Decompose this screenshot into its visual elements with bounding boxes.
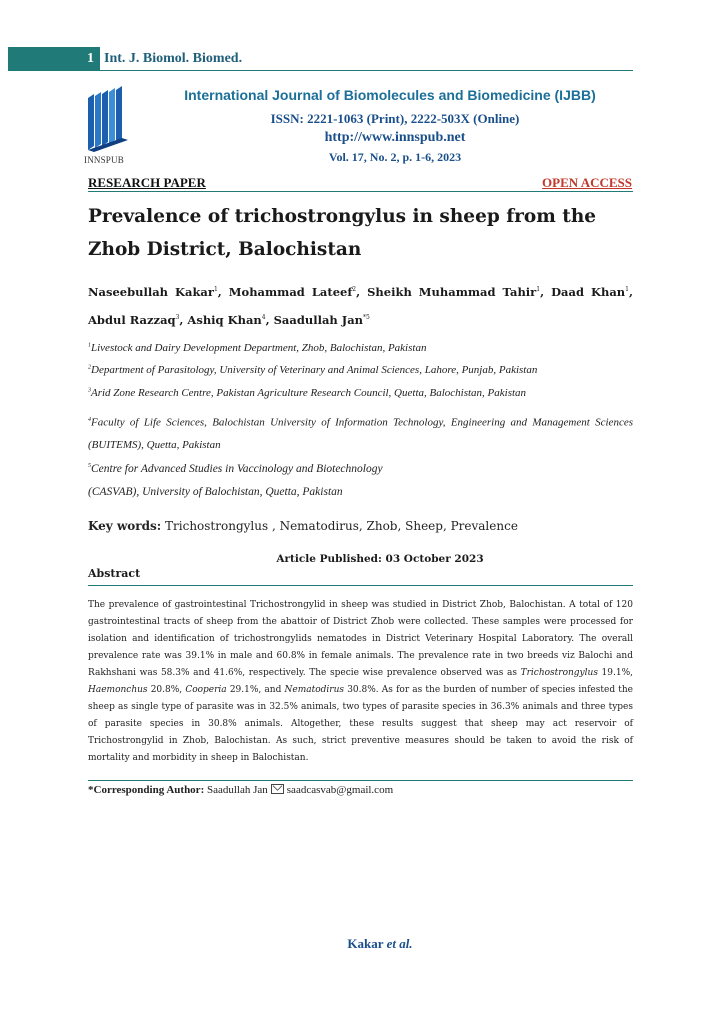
abstract-heading: Abstract xyxy=(88,567,141,580)
corresponding-author xyxy=(88,784,393,796)
running-header xyxy=(0,47,633,71)
author-sup: 1 xyxy=(536,286,541,293)
footer-author: Kakar xyxy=(347,936,384,951)
keywords-list: Trichostrongylus , Nematodirus, Zhob, Sheep, Prevalence xyxy=(165,519,518,533)
author-name: Mohammad Lateef xyxy=(228,284,353,299)
genus-name: Trichostrongylus xyxy=(520,668,598,678)
affiliation-text: Livestock and Dairy Development Department, Zhob, Balochistan, Pakistan xyxy=(91,342,427,354)
abstract-body xyxy=(88,597,633,767)
mail-icon xyxy=(271,784,284,794)
abstract-text: 20.8%, xyxy=(147,685,186,695)
affiliation xyxy=(88,387,633,399)
author-name: Saadullah Jan xyxy=(273,312,364,327)
corresponding-email-link[interactable]: saadcasvab@gmail.com xyxy=(286,784,394,796)
affiliation xyxy=(88,455,418,504)
page-number-badge xyxy=(8,47,100,71)
page-number: 1 xyxy=(87,51,94,66)
abstract-text: 29.1%, and xyxy=(226,685,285,695)
journal-url-link[interactable]: http://www.innspub.net xyxy=(324,130,466,145)
keywords-label: Key words: xyxy=(88,519,162,533)
research-paper-label: RESEARCH PAPER xyxy=(88,175,206,190)
abstract-text: The prevalence of gastrointestinal Trichostrongylid in sheep was studied in District Zhob, Balochistan. A total of 120 gastrointestinal tracts of sheep from the abattoir of District Zhob were collected. These samples were processed for isolation and identification of trichostrongylids nematodes in District Veterinary Hospital Laboratory. The overall prevalence rate was 39.1% in male and 60.8% in female animals. The prevalence rate in two breeds viz Balochi and Rakhshani was 58.3% and 41.6%, respectively. The specie wise prevalence observed was as xyxy=(88,600,633,678)
author-sup: *5 xyxy=(363,313,370,321)
divider xyxy=(88,780,633,781)
header-rule xyxy=(100,70,633,71)
author-sup: 4 xyxy=(261,313,266,321)
author-name: Sheikh Muhammad Tahir xyxy=(367,284,537,299)
affiliation xyxy=(88,409,633,456)
open-access-link[interactable]: OPEN ACCESS xyxy=(542,175,632,190)
corresponding-label: *Corresponding Author: xyxy=(88,784,205,796)
affiliation-sup: 1 xyxy=(88,342,91,349)
author-name: Naseebullah Kakar xyxy=(88,284,214,299)
divider xyxy=(88,191,633,192)
author-sup: 2 xyxy=(352,286,357,293)
affiliation-sup: 5 xyxy=(88,463,91,469)
affiliation-sup: 3 xyxy=(88,387,91,394)
author-name: Daad Khan xyxy=(551,284,626,299)
genus-name: Cooperia xyxy=(185,685,227,695)
author-list: Naseebullah Kakar$^1$, Mohammad Lateef$^2$, Sheikh Muhammad Tahir$^1$, Daad Khan$^1$, Abdul Razzaq$^3$, Ashiq Khan$^4$, Saadullah Jan$^{*5}$ xyxy=(88,284,634,327)
abstract-text: 30.8%. As for as the burden of number of species infested the sheep as single type of parasite was in 32.5% animals, two types of parasite species in 36.3% animals and three types of parasite species in 30.8% animals. Altogether, these results suggest that sheep may act reservoir of Trichostrongylid in Zhob, Balochistan. As such, strict preventive measures should be taken to avoid the risk of mortality and morbidity in sheep in Balochistan. xyxy=(88,685,633,763)
author-sup: 1 xyxy=(625,286,629,293)
author-name: Abdul Razzaq xyxy=(88,312,176,327)
genus-name: Nematodirus xyxy=(284,685,345,695)
published-date: Article Published: 03 October 2023 xyxy=(276,553,484,565)
issn: ISSN: 2221-1063 (Print), 2222-503X (Online) xyxy=(270,111,520,126)
abstract-text: 19.1%, xyxy=(597,668,634,678)
author-sup: 1 xyxy=(213,286,218,293)
journal-short-title: Int. J. Biomol. Biomed. xyxy=(104,51,243,66)
genus-name: Haemonchus xyxy=(88,685,148,695)
footer-etal: et al. xyxy=(386,936,413,951)
logo-label: INNSPUB xyxy=(84,155,124,165)
affiliation xyxy=(88,364,633,376)
author-sup: 3 xyxy=(175,313,180,321)
affiliation-sup: 2 xyxy=(88,364,91,371)
affiliation-text: Faculty of Life Sciences, Balochistan University of Information Technology, Engineering and Management Sciences (BUITEMS), Quetta, Pakistan xyxy=(88,416,633,451)
keywords xyxy=(88,519,518,533)
affiliation-text: Centre for Advanced Studies in Vaccinology and Biotechnology (CASVAB), University of Balochistan, Quetta, Pakistan xyxy=(88,462,383,498)
article-title: Prevalence of trichostrongylus in sheep from the Zhob District, Balochistan xyxy=(88,206,597,260)
journal-full-title: International Journal of Biomolecules and Biomedicine (IJBB) xyxy=(184,87,596,103)
affiliation-sup: 4 xyxy=(88,417,91,423)
volume-info: Vol. 17, No. 2, p. 1-6, 2023 xyxy=(328,150,462,164)
divider xyxy=(88,585,633,586)
affiliation-text: Arid Zone Research Centre, Pakistan Agriculture Research Council, Quetta, Balochistan, Pakistan xyxy=(91,387,527,399)
corresponding-name: Saadullah Jan xyxy=(206,784,268,796)
affiliation xyxy=(88,342,633,354)
author-name: Ashiq Khan xyxy=(187,312,262,327)
page-footer xyxy=(0,936,720,952)
affiliation-text: Department of Parasitology, University of Veterinary and Animal Sciences, Lahore, Punjab, Pakistan xyxy=(91,364,538,376)
